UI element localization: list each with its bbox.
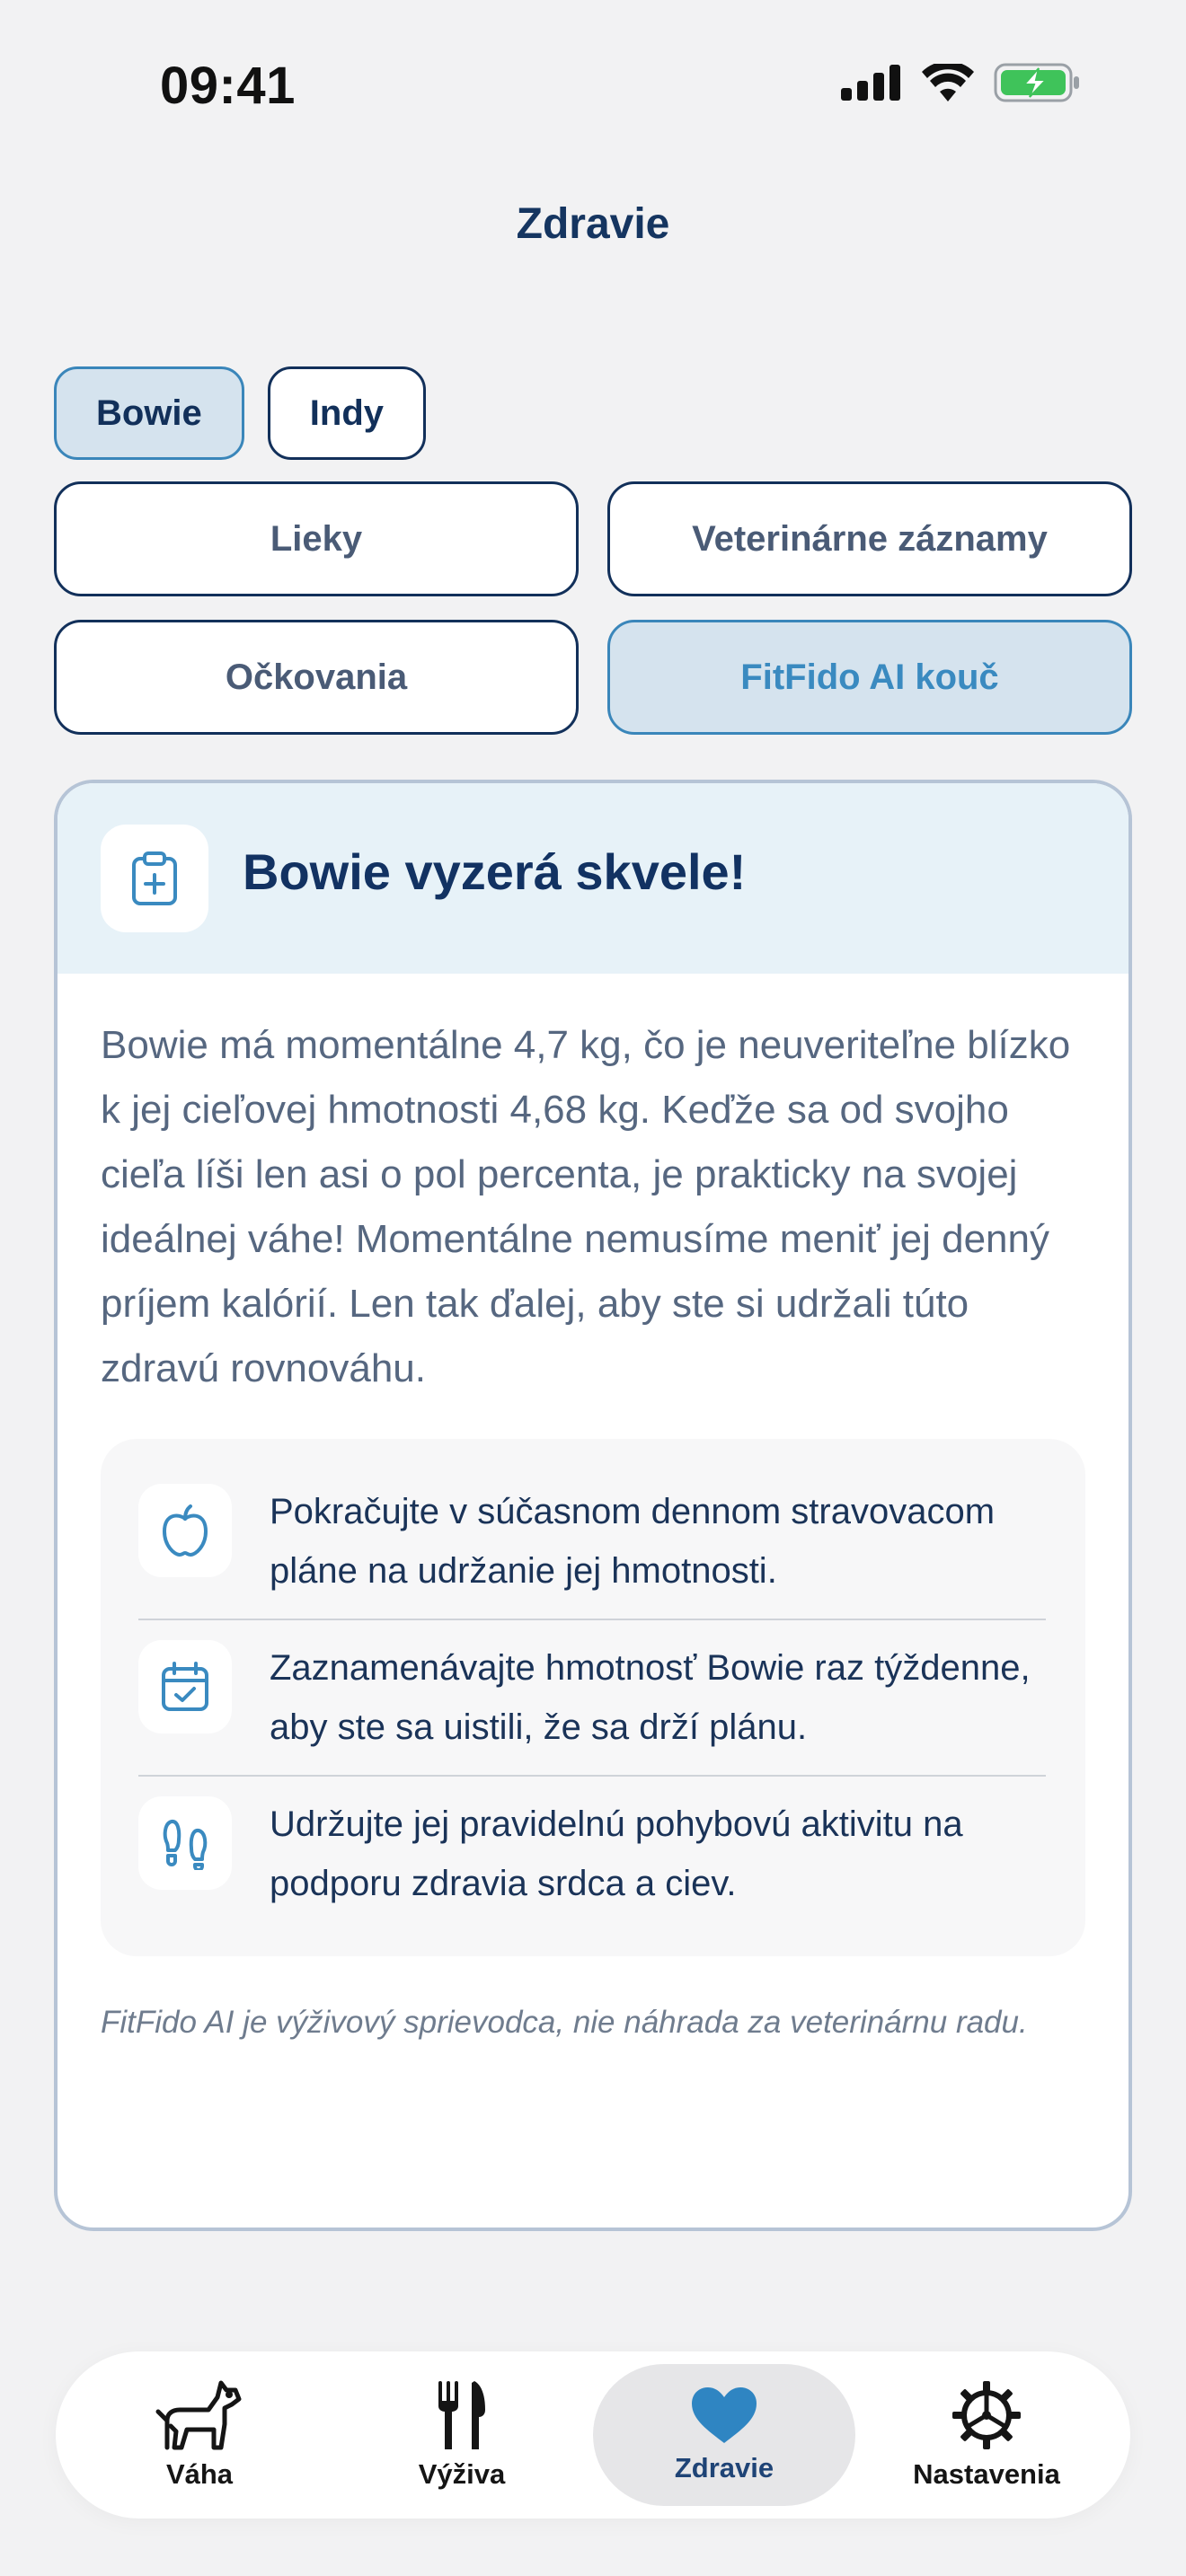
section-button-vet-records[interactable]: Veterinárne záznamy xyxy=(607,481,1132,596)
list-item xyxy=(138,1775,1046,1931)
recommendation-text: Zaznamenávajte hmotnosť Bowie raz týždenne, aby ste sa uistili, že sa drží plánu. xyxy=(270,1648,1031,1747)
tab-settings[interactable] xyxy=(855,2364,1118,2506)
list-item xyxy=(138,1619,1046,1775)
tab-label: Výživa xyxy=(418,2458,506,2490)
pet-chip-bowie[interactable]: Bowie xyxy=(54,366,244,460)
page-title: Zdravie xyxy=(516,200,670,248)
section-button-ai-coach[interactable]: FitFido AI kouč xyxy=(607,620,1132,735)
battery-charging-icon xyxy=(994,63,1080,102)
list-item xyxy=(138,1464,1046,1619)
apple-icon xyxy=(138,1484,232,1577)
ai-coach-title: Bowie vyzerá skvele! xyxy=(243,842,747,900)
fork-knife-icon xyxy=(435,2379,489,2451)
tab-label: Váha xyxy=(165,2458,234,2490)
recommendations-list xyxy=(101,1439,1085,1956)
clipboard-plus-icon xyxy=(101,825,208,932)
recommendation-text: Udržujte jej pravidelnú pohybovú aktivitu na podporu zdravia srdca a ciev. xyxy=(270,1804,963,1903)
status-time: 09:41 xyxy=(160,57,296,115)
section-button-medications[interactable]: Lieky xyxy=(54,481,579,596)
footprints-icon xyxy=(138,1796,232,1890)
calendar-check-icon xyxy=(138,1640,232,1734)
dog-icon xyxy=(155,2379,244,2451)
tab-bar xyxy=(56,2351,1130,2519)
status-icons xyxy=(841,63,1080,102)
section-selector xyxy=(54,481,1132,735)
section-button-vaccinations[interactable]: Očkovania xyxy=(54,620,579,735)
heart-icon xyxy=(690,2386,758,2445)
wifi-icon xyxy=(922,64,974,101)
tab-nutrition[interactable] xyxy=(331,2364,593,2506)
gear-icon xyxy=(951,2379,1022,2451)
ai-coach-card-header xyxy=(58,783,1128,974)
tab-weight[interactable] xyxy=(68,2364,331,2506)
ai-coach-message: Bowie má momentálne 4,7 kg, čo je neuveriteľne blízko k jej cieľovej hmotnosti 4,68 kg. Keďže sa od svojho cieľa líši len asi o pol percenta, je prakticky na svojej ideálnej váhe! Momentálne nemusíme meniť jej denný príjem kalórií. Len tak ďalej, aby ste si udržali túto zdravú rovnováhu. xyxy=(101,1023,1071,1390)
pet-chip-indy[interactable]: Indy xyxy=(268,366,426,460)
tab-health[interactable] xyxy=(593,2364,855,2506)
ai-coach-card xyxy=(54,780,1132,2231)
ai-disclaimer: FitFido AI je výživový sprievodca, nie náhrada za veterinárnu radu. xyxy=(101,2005,1028,2040)
signal-icon xyxy=(841,65,902,101)
pet-selector xyxy=(54,366,426,460)
tab-label: Zdravie xyxy=(674,2452,774,2483)
recommendation-text: Pokračujte v súčasnom dennom stravovacom pláne na udržanie jej hmotnosti. xyxy=(270,1492,996,1591)
tab-label: Nastavenia xyxy=(913,2458,1060,2490)
